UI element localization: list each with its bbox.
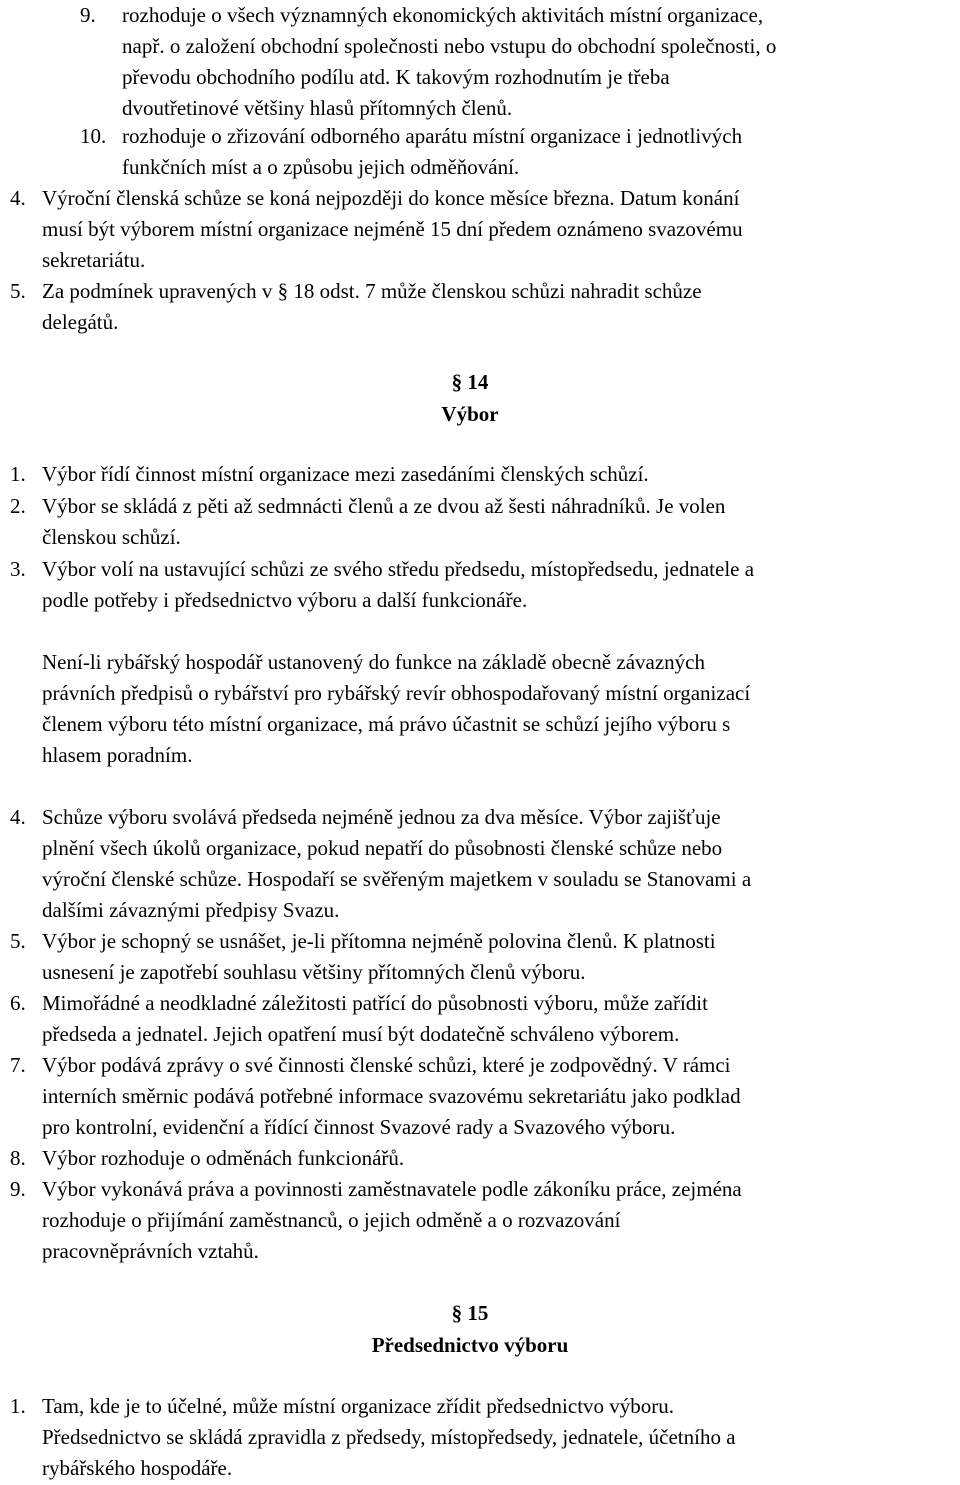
item-text: Za podmínek upravených v § 18 odst. 7 může členskou schůzi nahradit schůze delegátů. (42, 279, 702, 334)
item-number: 6. (10, 991, 26, 1015)
item-text: Tam, kde je to účelné, může místní organizace zřídit předsednictvo výboru. Předsednictvo se skládá zpravidla z předsedy, místopředsedy, jednatele, účetního a rybářského hospodáře. (42, 1394, 736, 1480)
item-number: 1. (10, 1394, 26, 1418)
item-number: 2. (10, 494, 26, 518)
section-heading (0, 1298, 940, 1362)
item-number: 4. (10, 805, 26, 829)
item-text: Výbor se skládá z pěti až sedmnácti členů a ze dvou až šesti náhradníků. Je volen členskou schůzí. (42, 494, 726, 549)
item-text: rozhoduje o zřizování odborného aparátu místní organizace i jednotlivých funkčních míst a o způsobu jejich odměňování. (122, 124, 743, 179)
section-title: Výbor (441, 402, 499, 426)
item-text: rozhoduje o všech významných ekonomických aktivitách místní organizace, např. o založení obchodní společnosti nebo vstupu do obchodní společnosti, o převodu obchodního podílu atd. K takovým rozhodnutím je třeba dvoutřetinové většiny hlasů přítomných členů. (122, 3, 777, 120)
item-text: Výbor vykonává práva a povinnosti zaměstnavatele podle zákoníku práce, zejména rozhoduje o přijímání zaměstnanců, o jejich odměně a o rozvazování pracovněprávních vztahů. (42, 1177, 742, 1263)
section-title: Předsednictvo výboru (371, 1333, 569, 1357)
item-number: 9. (80, 3, 96, 27)
item-number: 8. (10, 1146, 26, 1170)
section-number: § 15 (451, 1301, 489, 1325)
item-number: 4. (10, 186, 26, 210)
item-text: Výbor je schopný se usnášet, je-li přítomna nejméně polovina členů. K platnosti usnesení je zapotřebí souhlasu většiny přítomných členů výboru. (42, 929, 716, 984)
item-text: Výbor volí na ustavující schůzi ze svého středu předsedu, místopředsedu, jednatele a podle potřeby i předsednictvo výboru a další funkcionáře. (42, 557, 755, 612)
item-text: Výbor řídí činnost místní organizace mezi zasedáními členských schůzí. (42, 462, 649, 486)
item-number: 5. (10, 279, 26, 303)
item-number: 5. (10, 929, 26, 953)
section-number: § 14 (451, 370, 489, 394)
item-text: Výroční členská schůze se koná nejpozději do konce měsíce března. Datum konání musí být výborem místní organizace nejméně 15 dní předem oznámeno svazovému sekretariátu. (42, 186, 743, 272)
item-number: 9. (10, 1177, 26, 1201)
item-text: Výbor rozhoduje o odměnách funkcionářů. (42, 1146, 405, 1170)
section-heading (0, 367, 940, 431)
item-number: 1. (10, 462, 26, 486)
item-text: Výbor podává zprávy o své činnosti členské schůzi, které je zodpovědný. V rámci interních směrnic podává potřebné informace svazovému sekretariátu jako podklad pro kontrolní, evidenční a řídící činnost Svazové rady a Svazového výboru. (42, 1053, 741, 1139)
item-number: 3. (10, 557, 26, 581)
paragraph: Není-li rybářský hospodář ustanovený do funkce na základě obecně závazných právních předpisů o rybářství pro rybářský revír obhospodařovaný místní organizací členem výboru této místní organizace, má právo účastnit se schůzí jejího výboru s hlasem poradním. (42, 650, 751, 767)
item-number: 10. (80, 124, 107, 148)
item-text: Mimořádné a neodkladné záležitosti patřící do působnosti výboru, může zařídit předseda a jednatel. Jejich opatření musí být dodatečně schváleno výborem. (42, 991, 708, 1046)
item-number: 7. (10, 1053, 26, 1077)
item-text: Schůze výboru svolává předseda nejméně jednou za dva měsíce. Výbor zajišťuje plnění všech úkolů organizace, pokud nepatří do působnosti členské schůze nebo výroční členské schůze. Hospodaří se svěřeným majetkem v souladu se Stanovami a dalšími závaznými předpisy Svazu. (42, 805, 752, 922)
